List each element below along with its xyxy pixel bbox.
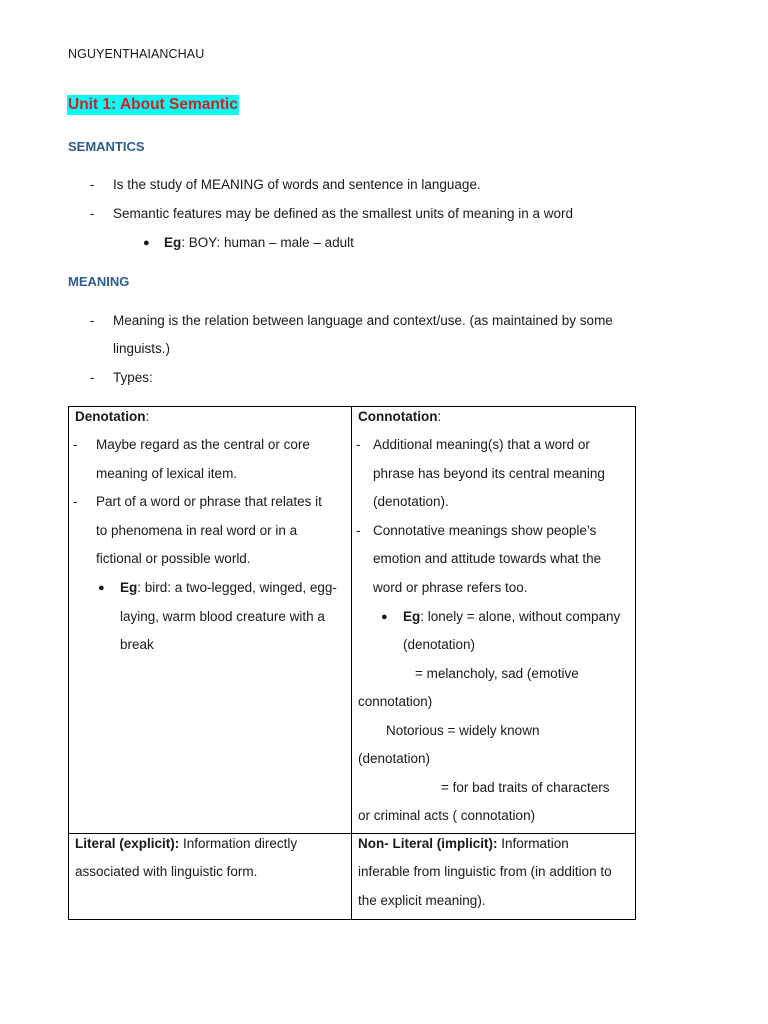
- connotation-title: Connotation:: [358, 409, 442, 424]
- denotation-point-2-line-1: Part of a word or phrase that relates it: [96, 494, 322, 509]
- denotation-example-line-2: laying, warm blood creature with a: [120, 609, 325, 624]
- connotation-example-line-8: or criminal acts ( connotation): [358, 808, 536, 823]
- bullet-text-line-2: linguists.): [113, 341, 171, 356]
- denotation-point-2-line-2: to phenomena in real word or in a: [96, 523, 298, 538]
- connotation-example-line-7: = for bad traits of characters: [441, 780, 610, 795]
- eg-content: : BOY: human – male – adult: [181, 235, 354, 250]
- connotation-example-line-4: connotation): [358, 694, 433, 709]
- bullet-text-line-1: Meaning is the relation between language and context/use. (as maintained by some: [113, 313, 613, 328]
- connotation-point-2-line-3: word or phrase refers too.: [373, 580, 528, 595]
- meaning-heading: MEANING: [68, 274, 130, 289]
- example-text: [164, 235, 354, 250]
- connotation-example-line-5: Notorious = widely known: [386, 723, 540, 738]
- dash-marker: -: [73, 494, 78, 509]
- bullet-text: Is the study of MEANING of words and sentence in language.: [113, 177, 481, 192]
- connotation-point-1-line-3: (denotation).: [373, 494, 449, 509]
- literal-cell: [69, 834, 352, 920]
- denotation-example-line-1: Eg: bird: a two-legged, winged, egg-: [120, 580, 337, 595]
- denotation-title: Denotation:: [75, 409, 150, 424]
- literal-line-1: Literal (explicit): Information directly: [75, 836, 298, 851]
- dash-marker: -: [90, 177, 95, 192]
- non-literal-line-1: Non- Literal (implicit): Information: [358, 836, 569, 851]
- connotation-point-2-line-2: emotion and attitude towards what the: [373, 551, 602, 566]
- dash-marker: -: [356, 523, 361, 538]
- dash-marker: -: [90, 313, 95, 328]
- bullet-dot: ●: [98, 582, 105, 594]
- bullet-dot: ●: [143, 237, 150, 249]
- semantics-heading: SEMANTICS: [68, 139, 145, 154]
- connotation-example-line-1: Eg: lonely = alone, without company: [403, 609, 621, 624]
- non-literal-line-2: inferable from linguistic from (in addition to: [358, 864, 612, 879]
- table-row: [69, 834, 636, 920]
- dash-marker: -: [90, 206, 95, 221]
- denotation-point-1-line-1: Maybe regard as the central or core: [96, 437, 310, 452]
- bullet-text: Semantic features may be defined as the smallest units of meaning in a word: [113, 206, 573, 221]
- non-literal-cell: [352, 834, 636, 920]
- literal-line-2: associated with linguistic form.: [75, 864, 258, 879]
- bullet-text: Types:: [113, 370, 153, 385]
- connotation-example-line-3: = melancholy, sad (emotive: [415, 666, 579, 681]
- dash-marker: -: [73, 437, 78, 452]
- denotation-cell: [69, 407, 352, 834]
- eg-label: Eg: [164, 235, 182, 250]
- connotation-point-2-line-1: Connotative meanings show people’s: [373, 523, 597, 538]
- unit-title: Unit 1: About Semantic: [68, 96, 238, 113]
- bullet-dot: ●: [381, 611, 388, 623]
- dash-marker: -: [356, 437, 361, 452]
- meaning-types-table: [68, 406, 636, 920]
- denotation-point-2-line-3: fictional or possible world.: [96, 551, 251, 566]
- connotation-point-1-line-2: phrase has beyond its central meaning: [373, 466, 605, 481]
- non-literal-line-3: the explicit meaning).: [358, 893, 486, 908]
- denotation-example-line-3: break: [120, 637, 154, 652]
- dash-marker: -: [90, 370, 95, 385]
- connotation-cell: [352, 407, 636, 834]
- connotation-example-line-2: (denotation): [403, 637, 476, 652]
- denotation-point-1-line-2: meaning of lexical item.: [96, 466, 238, 481]
- connotation-point-1-line-1: Additional meaning(s) that a word or: [373, 437, 590, 452]
- table-row: [69, 407, 636, 834]
- document-author: NGUYENTHAIANCHAU: [68, 47, 205, 61]
- connotation-example-line-6: (denotation): [358, 751, 431, 766]
